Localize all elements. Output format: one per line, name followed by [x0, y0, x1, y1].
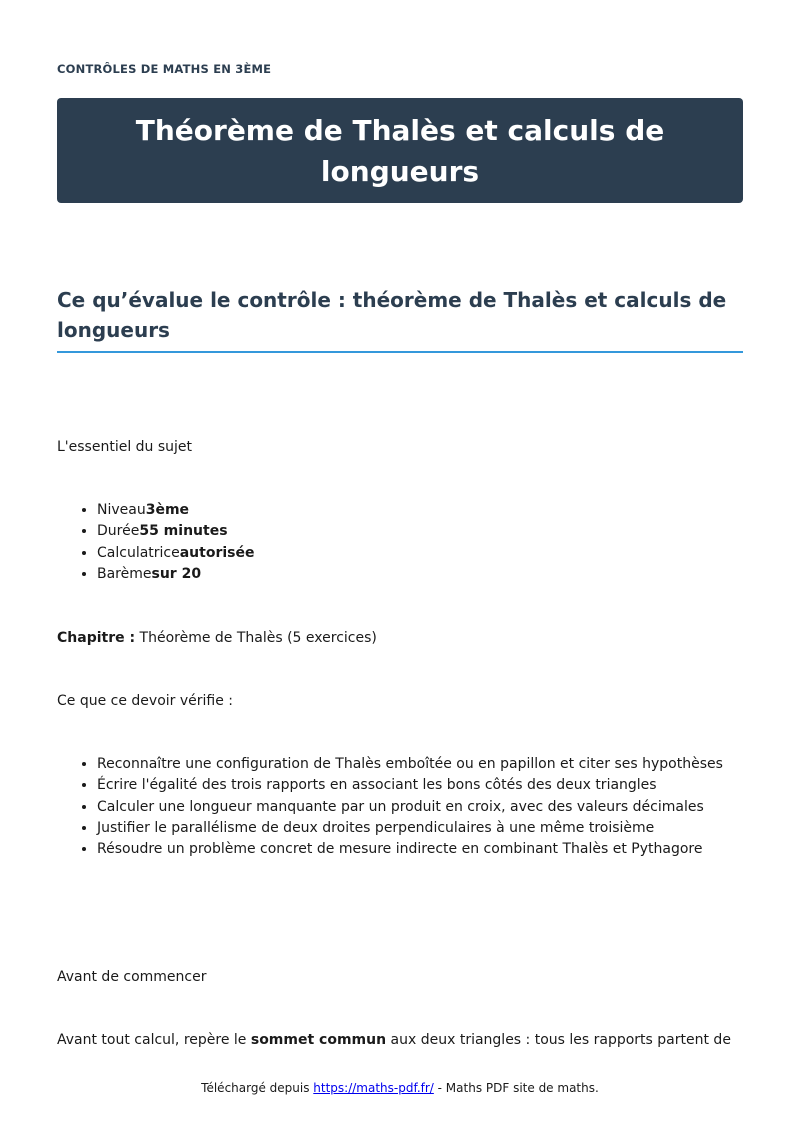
item-value: sur 20	[151, 565, 202, 582]
document-title: Théorème de Thalès et calculs de longueurs	[135, 113, 665, 188]
list-item: • Reconnaître une configuration de Thalès emboîtée ou en papillon et citer ses hypothèses	[97, 754, 723, 775]
item-label: Durée	[97, 523, 140, 540]
avant-bold: sommet commun	[250, 1032, 387, 1048]
verifie-list	[57, 754, 723, 860]
footer-suffix: - Maths PDF site de maths.	[433, 1081, 599, 1095]
footer-prefix: Téléchargé depuis	[201, 1081, 314, 1095]
list-item	[97, 543, 255, 564]
page-footer	[0, 1079, 800, 1097]
avant-text: Avant tout calcul, repère le	[57, 1032, 251, 1048]
item-value: 55 minutes	[139, 523, 228, 540]
document-kicker: CONTRÔLES DE MATHS EN 3ÈME	[57, 62, 272, 76]
list-item: • Justifier le parallélisme de deux droites perpendiculaires à une même troisième	[97, 818, 723, 839]
avant-text-end: aux deux triangles : tous les rapports partent de	[386, 1032, 731, 1048]
list-item	[97, 564, 255, 585]
list-item: • Résoudre un problème concret de mesure indirecte en combinant Thalès et Pythagore	[97, 839, 723, 860]
chapitre-line	[57, 628, 377, 648]
list-item	[97, 500, 255, 521]
verifie-heading: Ce que ce devoir vérifie :	[57, 693, 234, 709]
list-item	[97, 521, 255, 542]
section-title: Ce qu’évalue le contrôle : théorème de Thalès et calculs de longueurs	[57, 285, 743, 353]
essentiel-list	[57, 500, 255, 585]
essentiel-heading: L'essentiel du sujet	[57, 439, 193, 455]
avant-paragraph	[57, 1030, 731, 1050]
title-banner	[57, 98, 743, 203]
footer-link[interactable]: https://maths-pdf.fr/	[313, 1081, 434, 1095]
list-item: • Écrire l'égalité des trois rapports en associant les bons côtés des deux triangles	[97, 775, 723, 796]
item-label: Niveau	[97, 502, 146, 518]
item-label: Barème	[97, 565, 152, 582]
chapitre-label: Chapitre :	[57, 630, 136, 646]
item-value: 3ème	[145, 502, 190, 518]
item-value: autorisée	[179, 544, 255, 561]
chapitre-text: Théorème de Thalès (5 exercices)	[135, 630, 377, 646]
item-label: Calculatrice	[97, 544, 180, 561]
list-item: • Calculer une longueur manquante par un produit en croix, avec des valeurs décimales	[97, 797, 723, 818]
avant-heading: Avant de commencer	[57, 969, 207, 985]
